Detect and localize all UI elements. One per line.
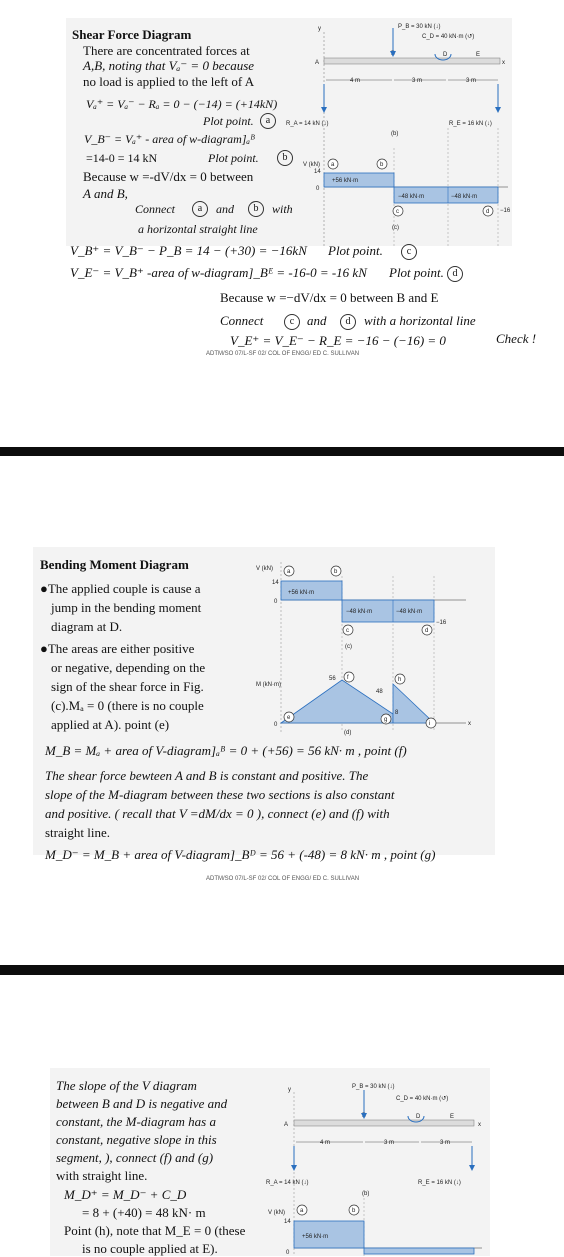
slide1-equation: V_B⁻ = Vₐ⁺ - area of w-diagram]ₐᴮ [84, 132, 256, 146]
re-arrow-icon [495, 107, 501, 113]
slide1-line: with a horizontal line [364, 313, 476, 328]
fig-point-c: c [396, 209, 399, 215]
slide1-line: A and B, [83, 186, 128, 201]
fig-point-b: b [334, 569, 338, 575]
fig-point-c: c [346, 628, 349, 634]
slide1-line: and [307, 313, 327, 328]
slide1-line: Plot point. [389, 265, 444, 280]
slide1-equation: V_E⁻ = V_B⁺ -area of w-diagram]_Bᴱ = -16-0 = -16 kN [70, 265, 367, 280]
slide3-equation: M_D⁺ = M_D⁻ + C_D [64, 1187, 187, 1202]
caption-c: (c) [392, 225, 399, 231]
point-d-marker: d [340, 314, 356, 330]
point-c-marker: c [284, 314, 300, 330]
m8-label: 8 [395, 710, 399, 716]
fig-point-b: b [380, 162, 384, 168]
point-E-label: E [476, 52, 481, 58]
vm16-label: −16 [500, 208, 511, 214]
fig-point-d: d [425, 628, 429, 634]
point-d-marker: d [447, 266, 463, 282]
slide3-line: constant, negative slope in this [56, 1132, 217, 1147]
slide1-line: Connect [135, 202, 175, 216]
slide3-line: is no couple applied at E). [82, 1241, 218, 1256]
slide2-line: ●The areas are either positive [40, 641, 195, 656]
m48-label: 48 [376, 689, 383, 695]
slide3-line: segment, ), connect (f) and (g) [56, 1150, 214, 1165]
point-D-label: D [443, 52, 448, 58]
fig-point-e: e [287, 715, 291, 721]
area1-label: +56 kN·m [332, 178, 359, 184]
slide2-equation: M_B = Mₐ + area of V-diagram]ₐᴮ = 0 + (+56) = 56 kN· m , point (f) [45, 743, 407, 758]
y-axis-label: y [288, 1087, 291, 1093]
slide1-line: There are concentrated forces at [83, 43, 250, 58]
slide2-line: ●The applied couple is cause a [40, 581, 201, 596]
caption-b: (b) [362, 1191, 370, 1197]
re-arrow-icon [469, 1165, 475, 1171]
beam [294, 1120, 474, 1126]
dim-label: 3 m [412, 78, 423, 84]
v-axis-label: V (kN) [303, 162, 320, 168]
moment-area-2 [393, 684, 434, 723]
slide1-line: Connect [220, 313, 264, 328]
fig-point-i: i [429, 721, 431, 727]
slide3-equation: = 8 + (+40) = 48 kN· m [82, 1205, 206, 1220]
slide2-line: applied at A). point (e) [51, 717, 170, 732]
slide2-line: slope of the M-diagram between these two sections is also constant [45, 787, 395, 802]
v-axis-label: V (kN) [268, 1210, 285, 1216]
v14-label: 14 [314, 169, 321, 175]
fig-point-b: b [352, 1208, 356, 1214]
slide3-line: The slope of the V diagram [56, 1078, 197, 1093]
slide1-equation: Vₐ⁺ = Vₐ⁻ − Rₐ = 0 − (−14) = (+14kN) [86, 97, 278, 111]
divider-band [0, 965, 564, 975]
caption-b: (b) [391, 131, 399, 137]
re-label: R_E = 16 kN (↓) [449, 121, 492, 127]
fig-point-a: a [300, 1208, 304, 1214]
slide2-line: (c).Mₐ = 0 (there is no couple [51, 698, 204, 713]
slide1-equation: V_E⁺ = V_E⁻ − R_E = −16 − (−16) = 0 [230, 333, 446, 348]
point-a-marker: a [260, 113, 276, 129]
fig-point-h: h [398, 677, 402, 683]
vm16-label: −16 [436, 620, 447, 626]
divider-band [0, 447, 564, 456]
slide2-line: jump in the bending moment [51, 600, 202, 615]
slide1-line: =14-0 = 14 kN [86, 151, 158, 165]
y-axis-label: y [318, 26, 321, 32]
v0-label: 0 [286, 1250, 290, 1256]
slide1-line: Plot point. [328, 243, 383, 258]
slide1-footer: ADTM/SO 07/L-SF 02/ COL OF ENGG/ ED C. SULLIVAN [206, 351, 360, 357]
point-E-label: E [450, 1114, 455, 1120]
v14-label: 14 [272, 580, 279, 586]
point-b-marker: b [248, 201, 264, 217]
v14-label: 14 [284, 1219, 291, 1225]
slide3-line: with straight line. [56, 1168, 148, 1183]
check-note: Check ! [496, 331, 537, 346]
slide1-title: Shear Force Diagram [72, 27, 192, 42]
slide3-line: constant, the M-diagram has a [56, 1114, 216, 1129]
x-axis-label: x [468, 721, 471, 727]
slide1-line: and [216, 202, 234, 216]
shear-block-negative [364, 1248, 474, 1254]
slide1-line: Because w =-dV/dx = 0 between [83, 169, 254, 184]
point-b-marker: b [277, 150, 293, 166]
caption-d: (d) [344, 730, 352, 736]
dim-label: 3 m [384, 1140, 395, 1146]
slide2-line: or negative, depending on the [51, 660, 206, 675]
ra-arrow-icon [321, 107, 327, 113]
slide2-line: straight line. [45, 825, 110, 840]
slide1-line: no load is applied to the left of A [83, 74, 255, 89]
re-label: R_E = 16 kN (↓) [418, 1180, 461, 1186]
cd-label: C_D = 40 kN·m (↺) [396, 1096, 449, 1102]
pb-label: P_B = 30 kN (↓) [398, 24, 441, 30]
slide1-line: a horizontal straight line [138, 222, 258, 236]
area3-label: −48 kN·m [396, 609, 423, 615]
area1-label: +56 kN·m [302, 1234, 329, 1240]
slide2-title: Bending Moment Diagram [40, 557, 189, 572]
slide2-line: sign of the shear force in Fig. [51, 679, 204, 694]
loading-and-shear-figure [286, 18, 512, 246]
m-axis-label: M (kN·m) [256, 682, 281, 688]
v-axis-label: V (kN) [256, 566, 273, 572]
slide2-line: The shear force bewteen A and B is constant and positive. The [45, 768, 369, 783]
moment-area-1 [281, 680, 393, 723]
v0-label: 0 [274, 599, 278, 605]
area2-label: −48 kN·m [398, 194, 425, 200]
point-D-label: D [416, 1114, 421, 1120]
caption-c: (c) [345, 644, 352, 650]
slide3-line: between B and D is negative and [56, 1096, 228, 1111]
slide3-line: Point (h), note that M_E = 0 (these [64, 1223, 246, 1238]
slide1-line: Plot point. [203, 114, 254, 128]
slide2-footer: ADTM/SO 07/L-SF 02/ COL OF ENGG/ ED C. SULLIVAN [206, 876, 360, 882]
ra-label: R_A = 14 kN (↓) [286, 121, 329, 127]
x-axis-label: x [502, 60, 505, 66]
fig-point-d: d [486, 209, 490, 215]
slide1-line: Plot point. [208, 151, 259, 165]
point-A-label: A [284, 1122, 289, 1128]
shear-and-moment-figure [250, 556, 480, 736]
x-axis-label: x [478, 1122, 481, 1128]
v0-label: 0 [316, 186, 320, 192]
dim-label: 3 m [466, 78, 477, 84]
slide2-equation: M_D⁻ = M_B + area of V-diagram]_Bᴰ = 56 + (-48) = 8 kN· m , point (g) [45, 847, 436, 862]
area1-label: +56 kN·m [288, 590, 315, 596]
slide2-line: and positive. ( recall that V =dM/dx = 0 ), connect (e) and (f) with [45, 806, 390, 821]
slide1-line: A,B, noting that Vₐ⁻ = 0 because [83, 58, 255, 73]
area3-label: −48 kN·m [451, 194, 478, 200]
dim-label: 4 m [350, 78, 361, 84]
m56-label: 56 [329, 676, 336, 682]
ra-label: R_A = 14 kN (↓) [266, 1180, 309, 1186]
fig-point-f: f [347, 675, 349, 681]
beam [324, 58, 500, 64]
dim-label: 4 m [320, 1140, 331, 1146]
fig-point-g: g [384, 717, 388, 723]
cd-label: C_D = 40 kN·m (↺) [422, 34, 475, 40]
slide2-line: diagram at D. [51, 619, 123, 634]
pb-label: P_B = 30 kN (↓) [352, 1084, 395, 1090]
point-a-marker: a [192, 201, 208, 217]
ra-arrow-icon [291, 1165, 297, 1171]
m0-label: 0 [274, 722, 278, 728]
slide1-equation: V_B⁺ = V_B⁻ − P_B = 14 − (+30) = −16kN [70, 243, 307, 258]
area2-label: −48 kN·m [346, 609, 373, 615]
dim-label: 3 m [440, 1140, 451, 1146]
point-A-label: A [315, 60, 320, 66]
fig-point-a: a [287, 569, 291, 575]
slide1-line: Because w =−dV/dx = 0 between B and E [220, 290, 439, 305]
slide1-line: with [272, 202, 293, 216]
fig-point-a: a [331, 162, 335, 168]
point-c-marker: c [401, 244, 417, 260]
loading-figure-repeat [266, 1078, 490, 1256]
